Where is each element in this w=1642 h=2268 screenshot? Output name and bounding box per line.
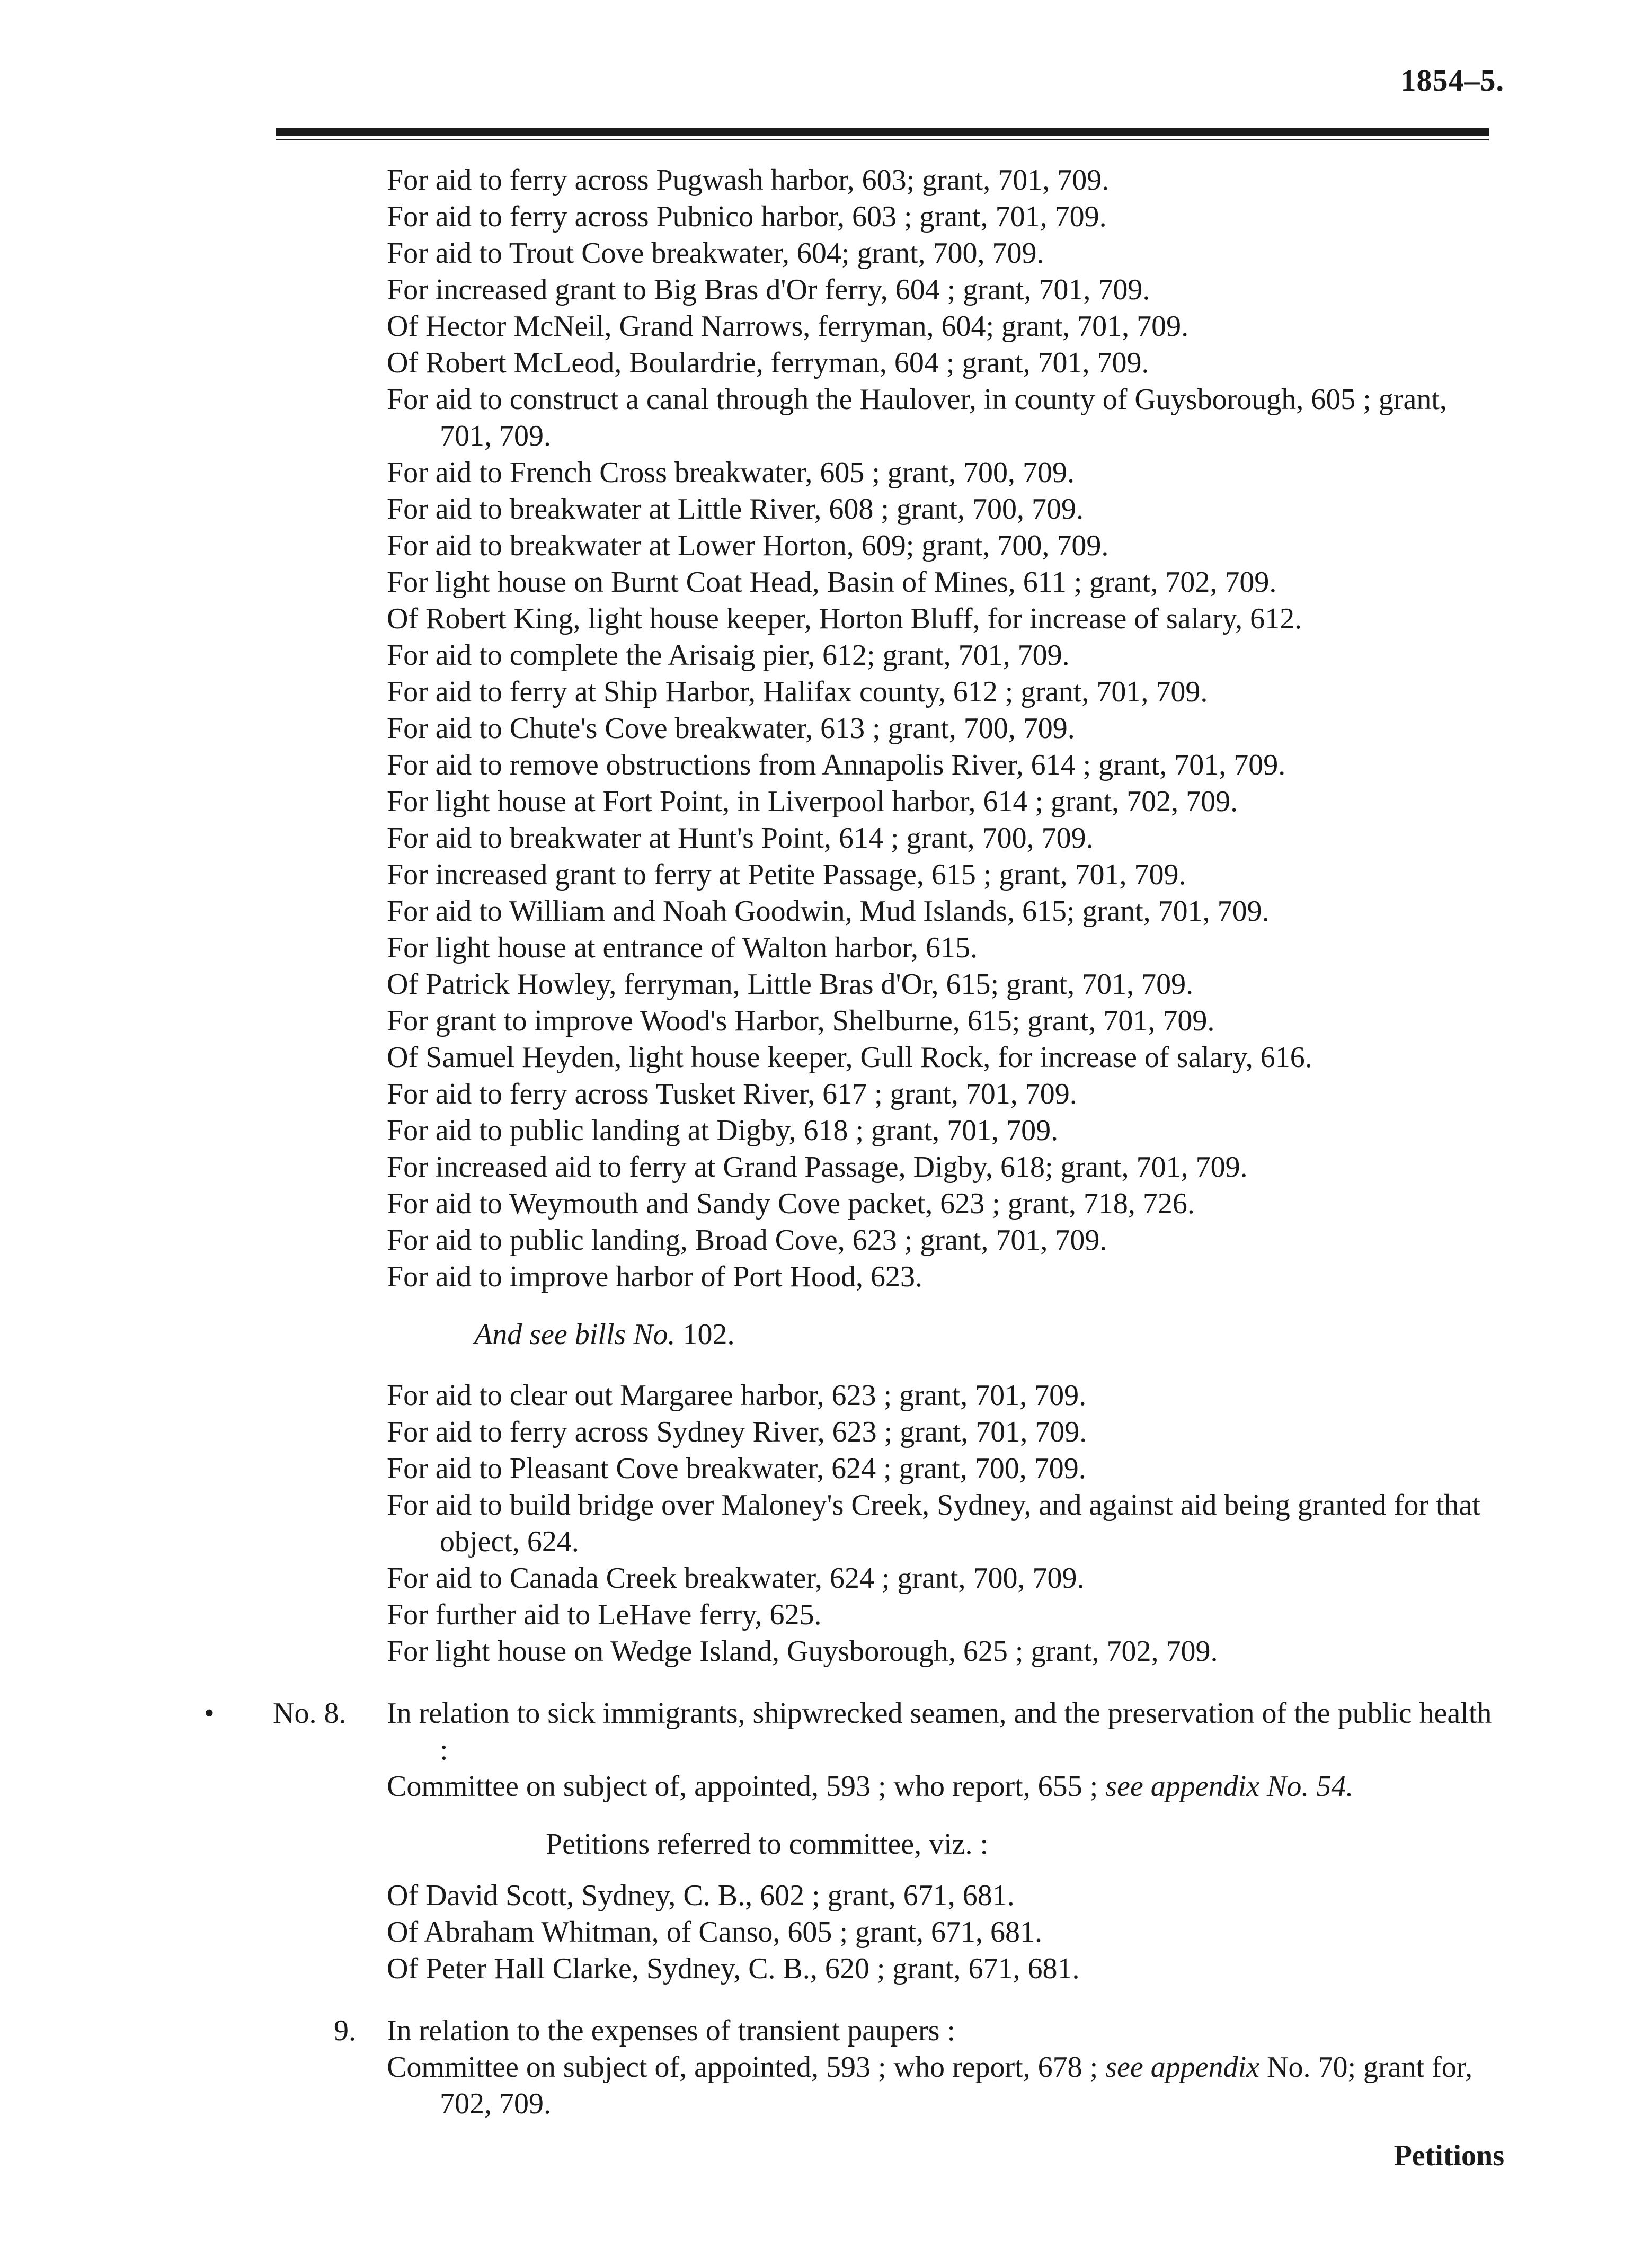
index-entry: For aid to ferry across Pugwash harbor, 603; grant, 701, 709. <box>387 164 1110 197</box>
petition-entry: Of Peter Hall Clarke, Sydney, C. B., 620 ; grant, 671, 681. <box>387 1952 1080 1985</box>
section-8-appendix-number: No. 54. <box>1267 1770 1354 1803</box>
index-entry: For further aid to LeHave ferry, 625. <box>387 1598 822 1631</box>
section-9-heading: In relation to the expenses of transient paupers : <box>387 2014 955 2047</box>
section-9-committee-text: Committee on subject of, appointed, 593 ; who report, 678 ; <box>387 2051 1098 2084</box>
index-entry: For grant to improve Wood's Harbor, Shelburne, 615; grant, 701, 709. <box>387 1004 1215 1037</box>
index-entry: For light house at Fort Point, in Liverpool harbor, 614 ; grant, 702, 709. <box>387 785 1238 818</box>
section-no-9 <box>334 2013 1505 2122</box>
index-entry: For aid to French Cross breakwater, 605 ; grant, 700, 709. <box>387 456 1075 489</box>
index-entry: For light house at entrance of Walton harbor, 615. <box>387 931 978 964</box>
section-9-see-appendix: see appendix <box>1105 2051 1260 2084</box>
page-body <box>204 162 1505 2122</box>
index-entry: For aid to clear out Margaree harbor, 623 ; grant, 701, 709. <box>387 1379 1087 1412</box>
section-number-8: No. 8. <box>273 1697 347 1730</box>
index-entry: For aid to improve harbor of Port Hood, 623. <box>387 1260 922 1293</box>
section-8-committee <box>387 1768 1505 1805</box>
index-entry: For aid to Weymouth and Sandy Cove packet, 623 ; grant, 718, 726. <box>387 1187 1195 1220</box>
section-8-petitions-heading: Petitions referred to committee, viz. : <box>546 1828 989 1861</box>
section-8-petitions <box>387 1878 1505 1987</box>
index-entry: For aid to Canada Creek breakwater, 624 ; grant, 700, 709. <box>387 1562 1085 1595</box>
index-entry: For light house on Burnt Coat Head, Basin of Mines, 611 ; grant, 702, 709. <box>387 566 1277 599</box>
header-rule-thick <box>276 128 1489 136</box>
index-entry: Of Hector McNeil, Grand Narrows, ferryman, 604; grant, 701, 709. <box>387 310 1189 343</box>
section-8-see-appendix: see appendix <box>1105 1770 1260 1803</box>
index-entry: For aid to Pleasant Cove breakwater, 624 ; grant, 700, 709. <box>387 1452 1086 1485</box>
index-entry: For aid to ferry at Ship Harbor, Halifax county, 612 ; grant, 701, 709. <box>387 675 1208 708</box>
entries-group-a <box>387 162 1505 1295</box>
index-entry: For light house on Wedge Island, Guysborough, 625 ; grant, 702, 709. <box>387 1635 1218 1668</box>
bullet-mark: • <box>204 1697 215 1730</box>
section-8-heading: In relation to sick immigrants, shipwrecked seamen, and the preservation of the public health : <box>387 1697 1492 1766</box>
index-entry: For aid to public landing, Broad Cove, 623 ; grant, 701, 709. <box>387 1224 1107 1257</box>
cross-reference-text: And see bills No. <box>474 1318 676 1351</box>
petition-entry: Of David Scott, Sydney, C. B., 602 ; grant, 671, 681. <box>387 1879 1015 1912</box>
petition-entry: Of Abraham Whitman, of Canso, 605 ; grant, 671, 681. <box>387 1916 1043 1949</box>
section-no-8 <box>204 1695 1505 1987</box>
index-entry: For aid to breakwater at Lower Horton, 609; grant, 700, 709. <box>387 529 1109 562</box>
cross-reference <box>474 1317 1505 1353</box>
index-entry: For aid to breakwater at Little River, 608 ; grant, 700, 709. <box>387 493 1084 526</box>
section-8-committee-text: Committee on subject of, appointed, 593 ; who report, 655 ; <box>387 1770 1098 1803</box>
index-entry: For increased grant to Big Bras d'Or ferry, 604 ; grant, 701, 709. <box>387 273 1150 306</box>
index-entry: For aid to ferry across Sydney River, 623 ; grant, 701, 709. <box>387 1416 1087 1448</box>
entries-group-b <box>387 1377 1505 1670</box>
header-rule-thin <box>276 139 1489 140</box>
cross-reference-number: 102. <box>682 1318 735 1351</box>
section-9-committee-rest: No. 70; grant for, 702, 709. <box>440 2051 1473 2120</box>
index-entry: For aid to construct a canal through the Haulover, in county of Guysborough, 605 ; grant, 701, 709. <box>387 383 1447 452</box>
index-entry: Of Samuel Heyden, light house keeper, Gull Rock, for increase of salary, 616. <box>387 1041 1312 1074</box>
index-entry: For aid to Trout Cove breakwater, 604; grant, 700, 709. <box>387 237 1044 270</box>
page-header-year: 1854–5. <box>1400 63 1504 97</box>
index-entry: For aid to public landing at Digby, 618 ; grant, 701, 709. <box>387 1114 1059 1147</box>
section-9-committee <box>387 2049 1505 2122</box>
catchword: Petitions <box>1394 2139 1504 2172</box>
index-entry: For increased grant to ferry at Petite Passage, 615 ; grant, 701, 709. <box>387 858 1186 891</box>
index-entry: For aid to breakwater at Hunt's Point, 614 ; grant, 700, 709. <box>387 822 1094 855</box>
index-entry: For aid to Chute's Cove breakwater, 613 ; grant, 700, 709. <box>387 712 1075 745</box>
index-entry: Of Robert King, light house keeper, Horton Bluff, for increase of salary, 612. <box>387 602 1302 635</box>
index-entry: For aid to build bridge over Maloney's Creek, Sydney, and against aid being granted for that object, 624. <box>387 1489 1480 1558</box>
index-entry: Of Patrick Howley, ferryman, Little Bras d'Or, 615; grant, 701, 709. <box>387 968 1194 1001</box>
index-entry: Of Robert McLeod, Boulardrie, ferryman, 604 ; grant, 701, 709. <box>387 346 1149 379</box>
index-entry: For aid to William and Noah Goodwin, Mud Islands, 615; grant, 701, 709. <box>387 895 1270 928</box>
section-number-9: 9. <box>334 2014 356 2047</box>
index-entry: For aid to ferry across Pubnico harbor, 603 ; grant, 701, 709. <box>387 200 1107 233</box>
index-entry: For aid to remove obstructions from Annapolis River, 614 ; grant, 701, 709. <box>387 749 1286 781</box>
index-entry: For aid to ferry across Tusket River, 617 ; grant, 701, 709. <box>387 1078 1077 1110</box>
index-entry: For aid to complete the Arisaig pier, 612; grant, 701, 709. <box>387 639 1070 672</box>
index-entry: For increased aid to ferry at Grand Passage, Digby, 618; grant, 701, 709. <box>387 1151 1248 1184</box>
